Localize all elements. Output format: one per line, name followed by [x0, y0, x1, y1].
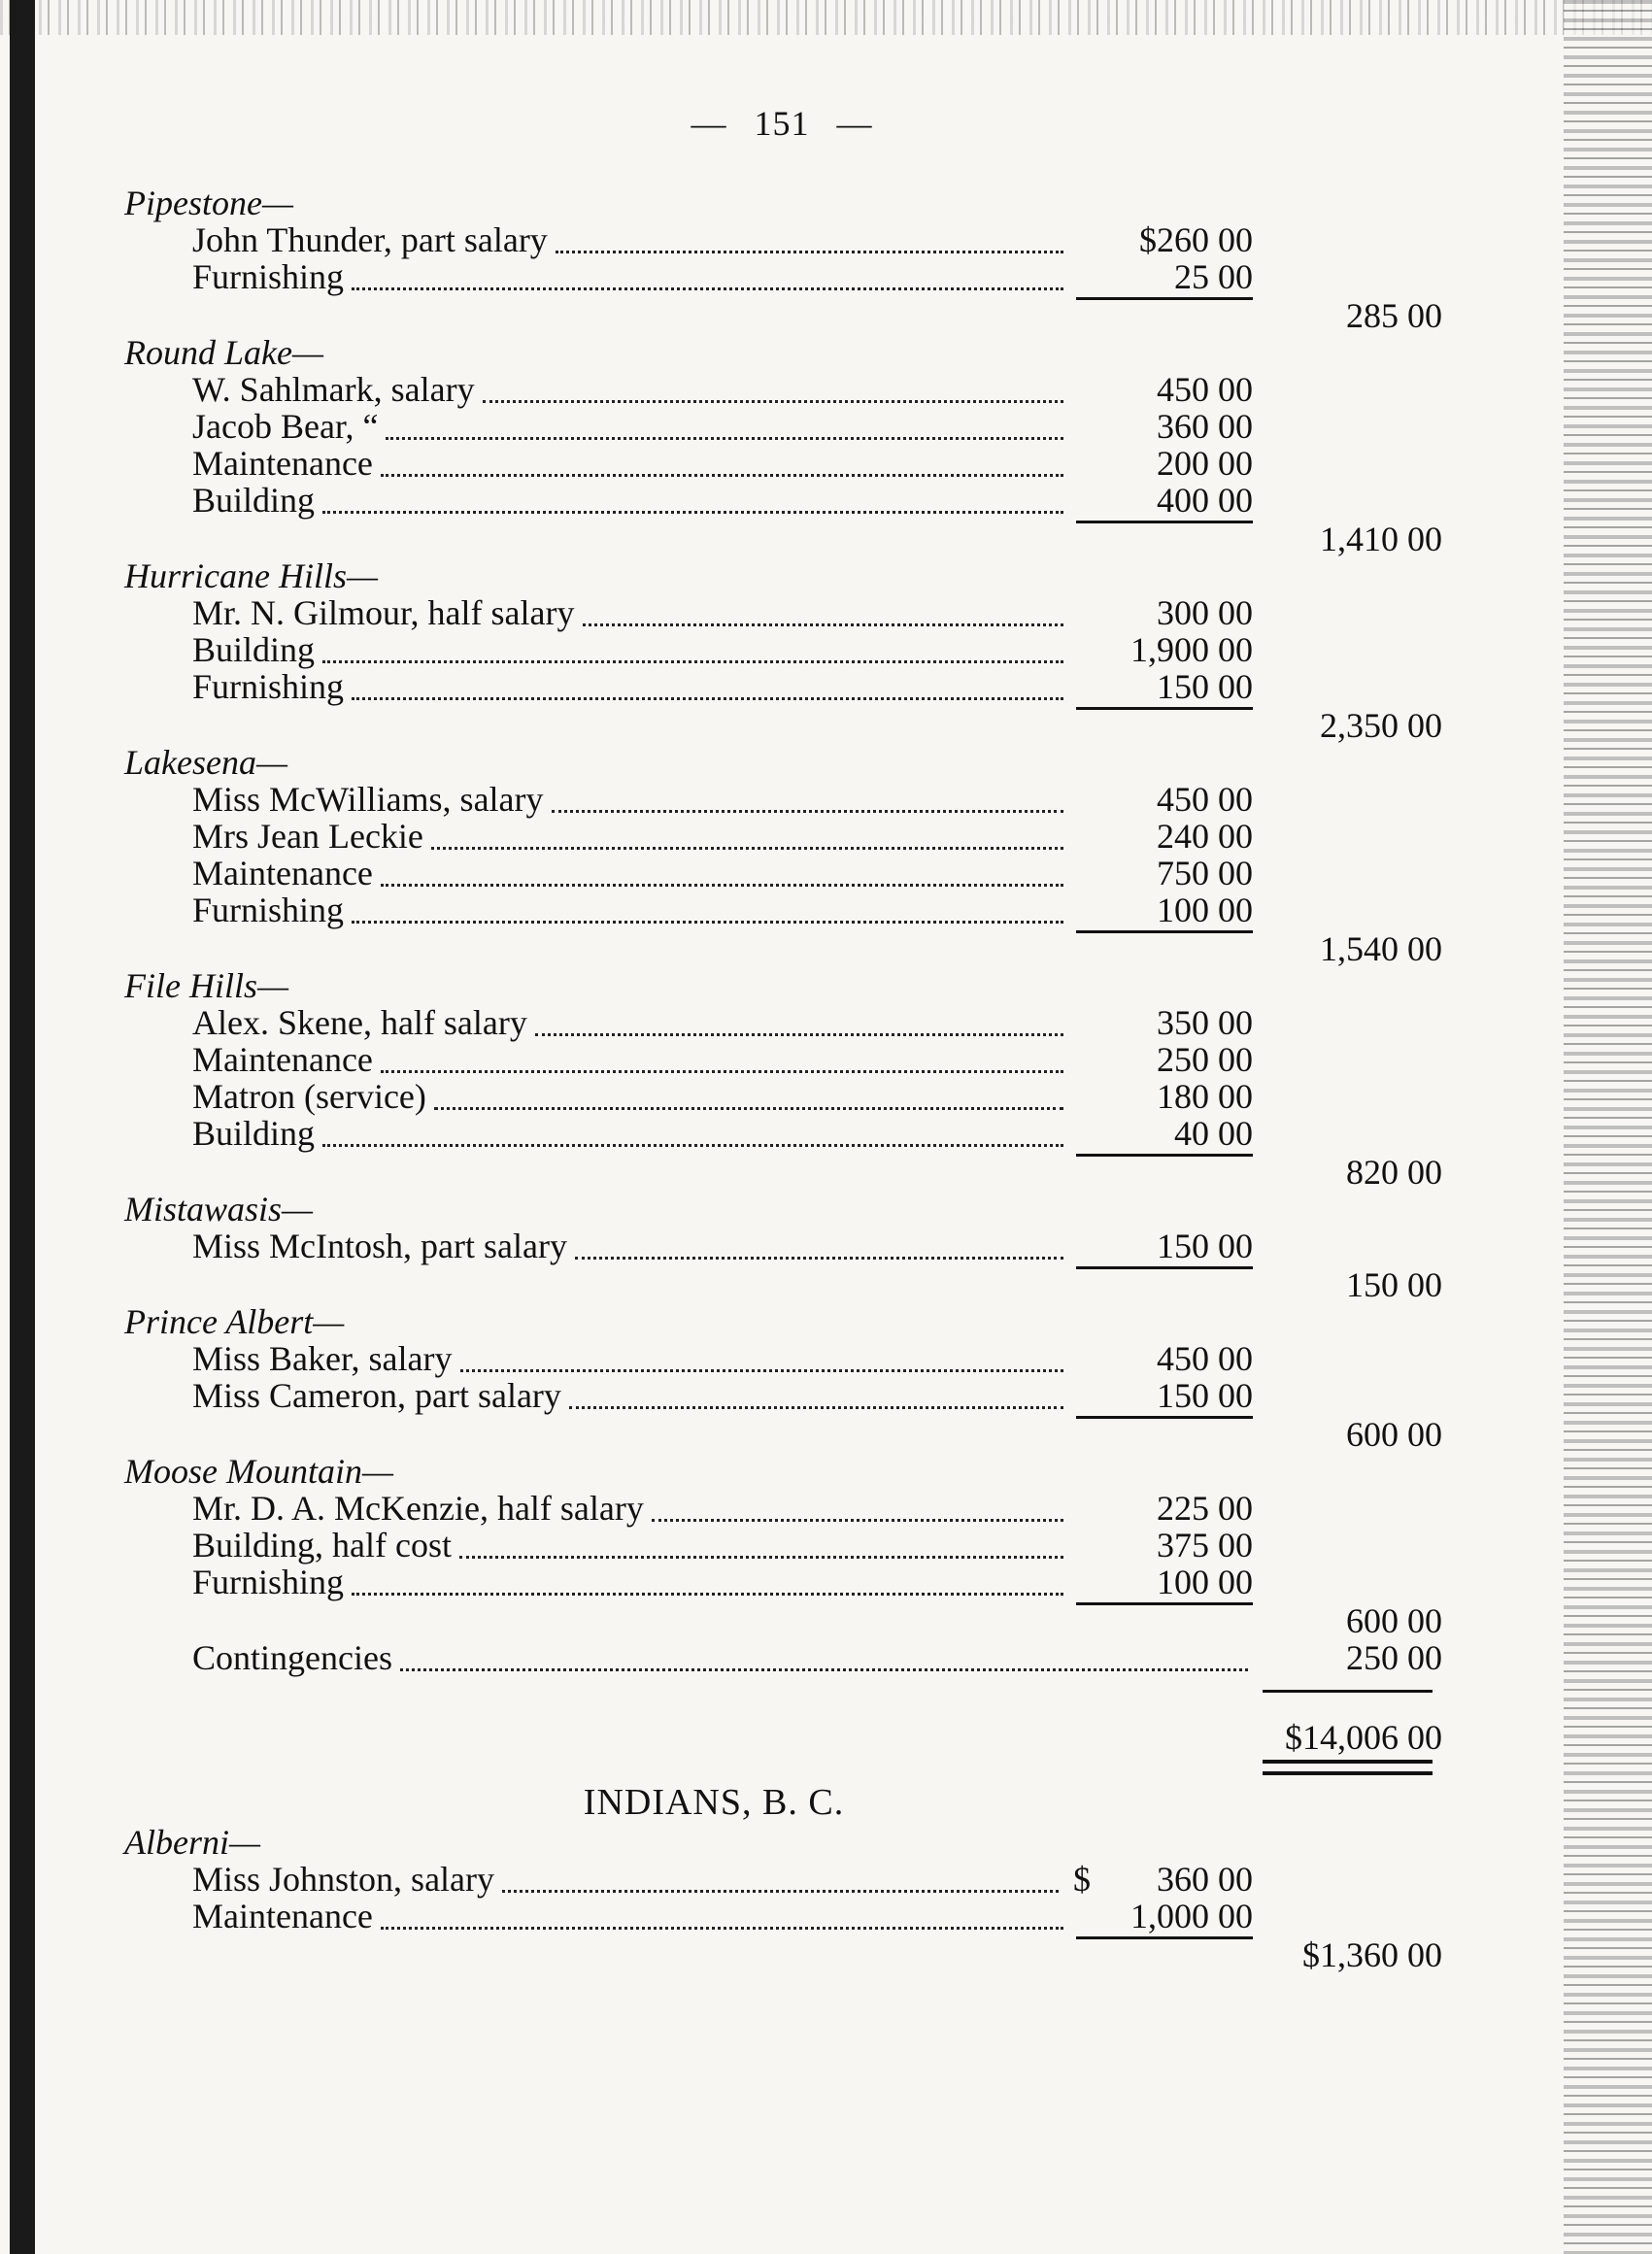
ledger-row-amount: 1,000 00 — [1130, 1897, 1253, 1935]
grand-total-amount: $14,006 00 — [1285, 1718, 1442, 1757]
ledger-row-dollar: $ — [1073, 1860, 1091, 1899]
subtotal-row — [0, 1154, 1564, 1191]
ledger-row-label: Mr. N. Gilmour, half salary — [192, 593, 575, 632]
ledger-row-leader — [652, 1517, 1063, 1522]
ledger-row-amount: 1,900 00 — [1130, 630, 1253, 669]
subtotal-row — [0, 707, 1564, 744]
ledger-row-leader — [502, 1888, 1059, 1893]
ledger-row — [0, 371, 1564, 408]
ledger-row-label: Furnishing — [192, 891, 345, 929]
ledger-row-label: Building, half cost — [192, 1526, 452, 1564]
subtotal-row — [0, 1602, 1564, 1639]
ledger-row — [0, 1004, 1564, 1041]
ledger-row-amount: 375 00 — [1157, 1526, 1253, 1564]
ledger-row-amount: 150 00 — [1157, 667, 1253, 706]
subtotal-row — [0, 930, 1564, 967]
ledger-row — [0, 1228, 1564, 1264]
ledger-row — [0, 594, 1564, 631]
ledger-row — [0, 258, 1564, 295]
ledger-row-label: Matron (service) — [192, 1077, 426, 1116]
page-number-value: 151 — [754, 104, 810, 143]
ledger-row-label: Building — [192, 630, 316, 669]
section-heading: Lakesena— — [124, 743, 287, 782]
ledger-row-leader — [575, 1255, 1063, 1260]
ledger-row-label: Mrs Jean Leckie — [192, 817, 423, 856]
ledger-row — [0, 1078, 1564, 1115]
ledger-row-amount: 200 00 — [1157, 444, 1253, 483]
ledger-row-amount: 180 00 — [1157, 1077, 1253, 1116]
ledger-row-leader — [322, 658, 1063, 663]
ledger-row — [0, 221, 1564, 258]
contingencies-row — [0, 1639, 1564, 1676]
ledger-row — [0, 445, 1564, 482]
ledger-row-label: Building — [192, 1114, 316, 1153]
ledger-row-label: W. Sahlmark, salary — [192, 370, 475, 409]
ledger-row-label: Miss Cameron, part salary — [192, 1376, 561, 1415]
ledger-row-label: Maintenance — [192, 444, 373, 483]
section-heading: Prince Albert— — [124, 1302, 345, 1341]
ledger-row — [0, 1564, 1564, 1600]
ledger-row-leader — [459, 1554, 1063, 1559]
ledger-row — [0, 1377, 1564, 1414]
scan-edge-top — [0, 0, 1652, 35]
ledger-row — [0, 1115, 1564, 1152]
ledger-row-amount: 360 00 — [1157, 1860, 1253, 1899]
dash-left: — — [691, 104, 727, 143]
subtotal-amount: 1,540 00 — [1320, 929, 1442, 968]
subtotal-row — [0, 297, 1564, 334]
ledger-row-amount: 100 00 — [1157, 891, 1253, 929]
subtotal-amount: 1,410 00 — [1320, 520, 1442, 558]
ledger-row-label: Furnishing — [192, 257, 345, 296]
ledger-row-leader — [556, 249, 1063, 253]
section-heading: Hurricane Hills— — [124, 556, 378, 595]
ledger-row-label: Furnishing — [192, 667, 345, 706]
ledger-row — [0, 1898, 1564, 1934]
ledger-row-amount: 25 00 — [1174, 257, 1253, 296]
ledger-row — [0, 818, 1564, 855]
subtotal-amount: 2,350 00 — [1320, 706, 1442, 745]
grand-total-double-rule — [1263, 1760, 1433, 1775]
ledger-row-leader — [535, 1031, 1063, 1036]
ledger-row-label: Furnishing — [192, 1563, 345, 1601]
ledger-row-amount: 40 00 — [1174, 1114, 1253, 1153]
ledger-row-amount: 250 00 — [1157, 1040, 1253, 1079]
ledger-row — [0, 408, 1564, 445]
ledger-row-leader — [352, 695, 1063, 700]
section-heading: Pipestone— — [124, 184, 293, 222]
grand-total-row — [0, 1719, 1564, 1756]
section-heading: Moose Mountain— — [124, 1452, 393, 1491]
ledger-row — [0, 1527, 1564, 1564]
ledger-row-amount: 450 00 — [1157, 1339, 1253, 1378]
ledger-row-amount: 240 00 — [1157, 817, 1253, 856]
section-heading: Mistawasis— — [124, 1190, 314, 1228]
ledger-row — [0, 1340, 1564, 1377]
ledger-row — [0, 855, 1564, 892]
subtotal-row — [0, 1266, 1564, 1303]
ledger-row-label: Maintenance — [192, 1040, 373, 1079]
ledger-row-leader — [483, 398, 1063, 403]
ledger-row-amount: 450 00 — [1157, 780, 1253, 819]
ledger-row-leader — [460, 1367, 1063, 1372]
ledger-row-amount: 750 00 — [1157, 854, 1253, 892]
contingencies-leader — [400, 1666, 1248, 1671]
ledger-row — [0, 892, 1564, 928]
ledger-row-amount: 300 00 — [1157, 593, 1253, 632]
ledger-row-amount: $260 00 — [1139, 220, 1253, 259]
ledger-row-leader — [434, 1105, 1063, 1110]
ledger-row-amount: 400 00 — [1157, 481, 1253, 520]
subtotal-row — [0, 1416, 1564, 1453]
ledger-row-label: Miss McIntosh, part salary — [192, 1227, 567, 1265]
grand-total-rule — [1263, 1690, 1433, 1693]
ledger-row-amount: 150 00 — [1157, 1227, 1253, 1265]
subtotal-amount: 600 00 — [1346, 1415, 1442, 1454]
ledger-row-leader — [569, 1404, 1063, 1409]
subtotal-amount: 820 00 — [1346, 1153, 1442, 1192]
ledger-row-label: Mr. D. A. McKenzie, half salary — [192, 1489, 644, 1528]
ledger-row — [0, 482, 1564, 519]
ledger-row-leader — [381, 472, 1063, 477]
ledger-row-amount: 450 00 — [1157, 370, 1253, 409]
section-heading: File Hills— — [124, 966, 288, 1005]
ledger-row-label: Miss McWilliams, salary — [192, 780, 544, 819]
ledger-row — [0, 781, 1564, 818]
subtotal-amount: 600 00 — [1346, 1601, 1442, 1640]
ledger-row-amount: 360 00 — [1157, 407, 1253, 446]
ledger-row-label: Maintenance — [192, 854, 373, 892]
ledger-row-leader — [431, 845, 1063, 850]
ledger-row-amount: 100 00 — [1157, 1563, 1253, 1601]
ledger-row-label: Building — [192, 481, 316, 520]
subtotal-amount: 150 00 — [1346, 1265, 1442, 1304]
contingencies-amount: 250 00 — [1346, 1638, 1442, 1677]
ledger-row-amount: 350 00 — [1157, 1003, 1253, 1042]
ledger-row-leader — [352, 286, 1063, 290]
ledger-row-leader — [322, 509, 1063, 514]
subtotal-row — [0, 521, 1564, 557]
section-heading: Round Lake— — [124, 333, 323, 372]
ledger-row — [0, 1041, 1564, 1078]
ledger-row — [0, 631, 1564, 668]
ledger-row-leader — [386, 435, 1063, 440]
ledger-row-leader — [322, 1142, 1063, 1147]
ledger-row-label: Jacob Bear, “ — [192, 407, 379, 446]
ledger-row-amount: 150 00 — [1157, 1376, 1253, 1415]
ledger-row-amount: 225 00 — [1157, 1489, 1253, 1528]
ledger-row — [0, 1861, 1564, 1898]
ledger-row-leader — [552, 808, 1063, 813]
ledger-row-leader — [381, 1068, 1063, 1073]
bc-section-title: INDIANS, B. C. — [583, 1782, 845, 1823]
bc-total-amount: $1,360 00 — [1302, 1935, 1442, 1974]
ledger-row-label: Miss Johnston, salary — [192, 1860, 495, 1899]
ledger-row-leader — [352, 919, 1063, 924]
page-number — [0, 103, 1564, 144]
bc-total-row — [0, 1936, 1564, 1973]
ledger-row-leader — [352, 1591, 1063, 1596]
ledger-row-leader — [583, 622, 1063, 626]
contingencies-label: Contingencies — [192, 1638, 392, 1677]
subtotal-amount: 285 00 — [1346, 296, 1442, 335]
ledger-row-label: John Thunder, part salary — [192, 220, 548, 259]
ledger-row — [0, 1490, 1564, 1527]
ledger-row-label: Miss Baker, salary — [192, 1339, 453, 1378]
ledger-row-label: Maintenance — [192, 1897, 373, 1935]
ledger-row-leader — [381, 882, 1063, 887]
ledger-row-label: Alex. Skene, half salary — [192, 1003, 527, 1042]
dash-right: — — [836, 104, 873, 143]
ledger-row-leader — [381, 1925, 1063, 1930]
section-heading: Alberni— — [124, 1823, 260, 1862]
ledger-row — [0, 668, 1564, 705]
